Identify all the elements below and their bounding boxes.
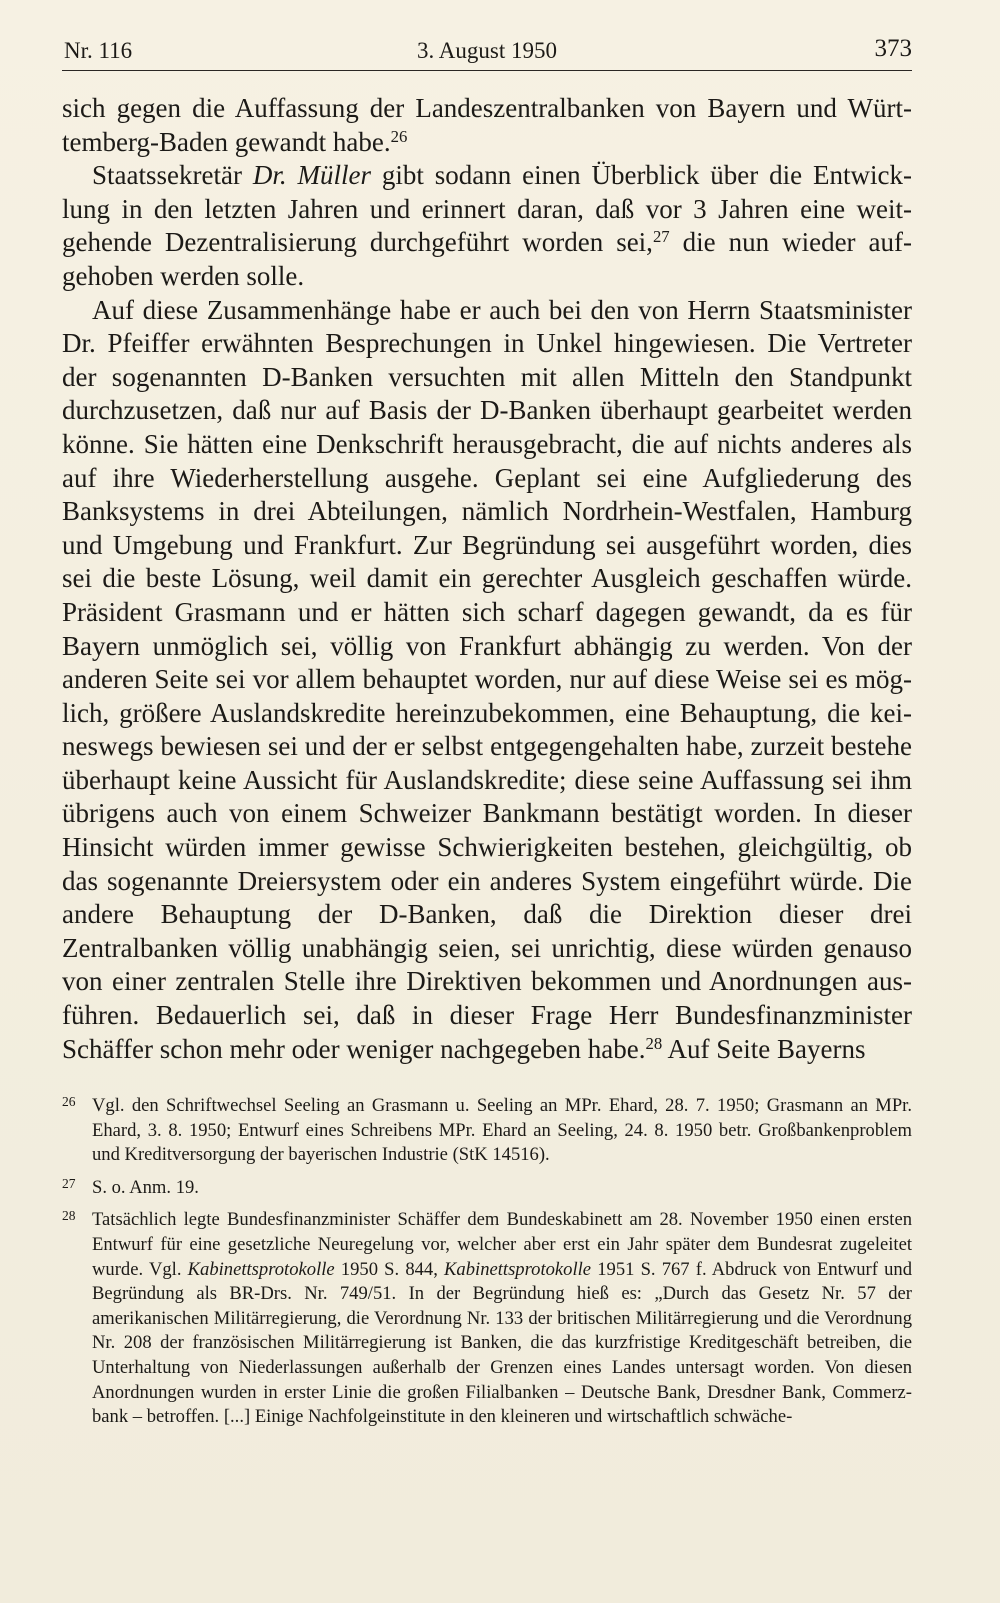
paragraph-3-text-b: Auf Seite Bayerns: [662, 1033, 866, 1064]
footnote-ref-26: 26: [390, 126, 408, 146]
footnote-ref-28: 28: [645, 1033, 663, 1053]
paragraph-1: [62, 92, 912, 159]
running-header: [62, 34, 912, 71]
main-text: [62, 92, 912, 1066]
page-number: 373: [874, 35, 912, 62]
footnote-26: [62, 1094, 912, 1168]
footnote-text-c: 1951 S. 767 f. Abdruck von Entwurf und Begründung als BR-Drs. Nr. 749/51. In der Begründung hieß es: „Durch das Gesetz Nr. 57 der amerikanischen Militärregierung, die Verordnung Nr. 133 der britischen Militärregierung und die Verordnung Nr. 208 der französischen Militärregierung ist Banken, die das kurzfristige Kreditgeschäft betreiben, die Unterhaltung von Niederlassungen außerhalb der Grenzen eines Landes untersagt worden. Von diesen Anordnungen wurden in erster Linie die großen Filialbanken – Deutsche Bank, Dresdner Bank, Commerzbank – betroffen. [...] Einige Nachfolgeinstitute in den kleineren und wirtschaftlich schwäche-: [92, 1258, 912, 1428]
footnote-text-a: Tatsächlich legte Bundesfinanzminister Schäffer dem Bundeskabinett am 28. November 1950 einen ersten Entwurf für eine gesetzliche Neuregelung vor, welcher aber erst ein Jahr später dem Bundesrat zugeleitet wurde. Vgl.: [92, 1209, 912, 1280]
header-date: 3. August 1950: [417, 38, 557, 63]
citation-title: Kabinettsprotokolle: [444, 1258, 592, 1280]
footnote-number: 28: [62, 1208, 76, 1224]
paragraph-2: [62, 159, 912, 293]
document-number: Nr. 116: [64, 38, 133, 63]
footnote-text-b: 1950 S. 844,: [334, 1258, 445, 1280]
footnotes: [62, 1094, 912, 1438]
citation-title: Kabinettsprotokolle: [187, 1258, 335, 1280]
footnote-text: S. o. Anm. 19.: [92, 1176, 199, 1198]
footnote-number: 27: [62, 1175, 76, 1191]
footnote-28: [62, 1208, 912, 1429]
footnote-27: [62, 1176, 912, 1201]
paragraph-2-text-b: gibt sodann einen Überblick über die Entwicklung in den letzten Jahren und erinnert daran, daß vor 3 Jahren eine weitgehende Dezentralisierung durchgeführt worden sei,: [62, 160, 913, 258]
speaker-name: Dr. Müller: [252, 160, 371, 191]
paragraph-1-text: sich gegen die Auffassung der Landeszentralbanken von Bayern und Württemberg-Baden gewandt habe.: [62, 93, 912, 157]
footnote-number: 26: [62, 1094, 76, 1109]
paragraph-2-text-a: Staatssekretär: [92, 160, 253, 191]
footnote-text: Vgl. den Schriftwechsel Seeling an Grasmann u. Seeling an MPr. Ehard, 28. 7. 1950; Grasmann an MPr. Ehard, 3. 8. 1950; Entwurf eines Schreibens MPr. Ehard an Seeling, 24. 8. 1950 betr. Großbankenproblem und Kreditversorgung der bayerischen Industrie (StK 14516).: [92, 1095, 912, 1166]
paragraph-2-text-c: die nun wieder aufgehoben werden solle.: [62, 227, 912, 291]
paragraph-3: [62, 294, 912, 1067]
paragraph-3-text-a: Auf diese Zusammenhänge habe er auch bei den von Herrn Staatsminister Dr. Pfeiffer erwähnten Besprechungen in Unkel hingewiesen. Die Vertreter der sogenannten D-Banken versuchten mit allen Mitteln den Standpunkt durchzusetzen, daß nur auf Basis der D-Banken überhaupt gearbeitet werden könne. Sie hätten eine Denkschrift herausgebracht, die auf nichts anderes als auf ihre Wiederherstellung ausgehe. Geplant sei eine Aufgliederung des Banksystems in drei Abteilungen, nämlich Nordrhein-Westfalen, Hamburg und Umgebung und Frankfurt. Zur Begründung sei ausgeführt worden, dies sei die beste Lösung, weil damit ein gerechter Ausgleich geschaffen würde. Präsident Grasmann und er hätten sich scharf dagegen gewandt, da es für Bayern unmöglich sei, völlig von Frankfurt abhängig zu werden. Von der anderen Seite sei vor allem behauptet worden, nur auf diese Weise sei es möglich, größere Auslandskredite hereinzubekommen, eine Behauptung, die keineswegs bewiesen sei und der er selbst entgegengehalten habe, zurzeit bestehe überhaupt keine Aussicht für Auslandskredite; diese seine Auffassung sei ihm übrigens auch von einem Schweizer Bankmann bestätigt worden. In dieser Hinsicht würden immer gewisse Schwierigkeiten bestehen, gleichgültig, ob das sogenannte Dreiersystem oder ein anderes System eingeführt würde. Die andere Behauptung der D-Banken, daß die Direktion dieser drei Zentralbanken völlig unabhängig seien, sei unrichtig, diese würden genauso von einer zentralen Stelle ihre Direktiven bekommen und Anordnungen ausführen. Bedauerlich sei, daß in dieser Frage Herr Bundesfinanzminister Schäffer schon mehr oder weniger nachgegeben habe.: [62, 294, 912, 1064]
footnote-ref-27: 27: [652, 227, 670, 247]
